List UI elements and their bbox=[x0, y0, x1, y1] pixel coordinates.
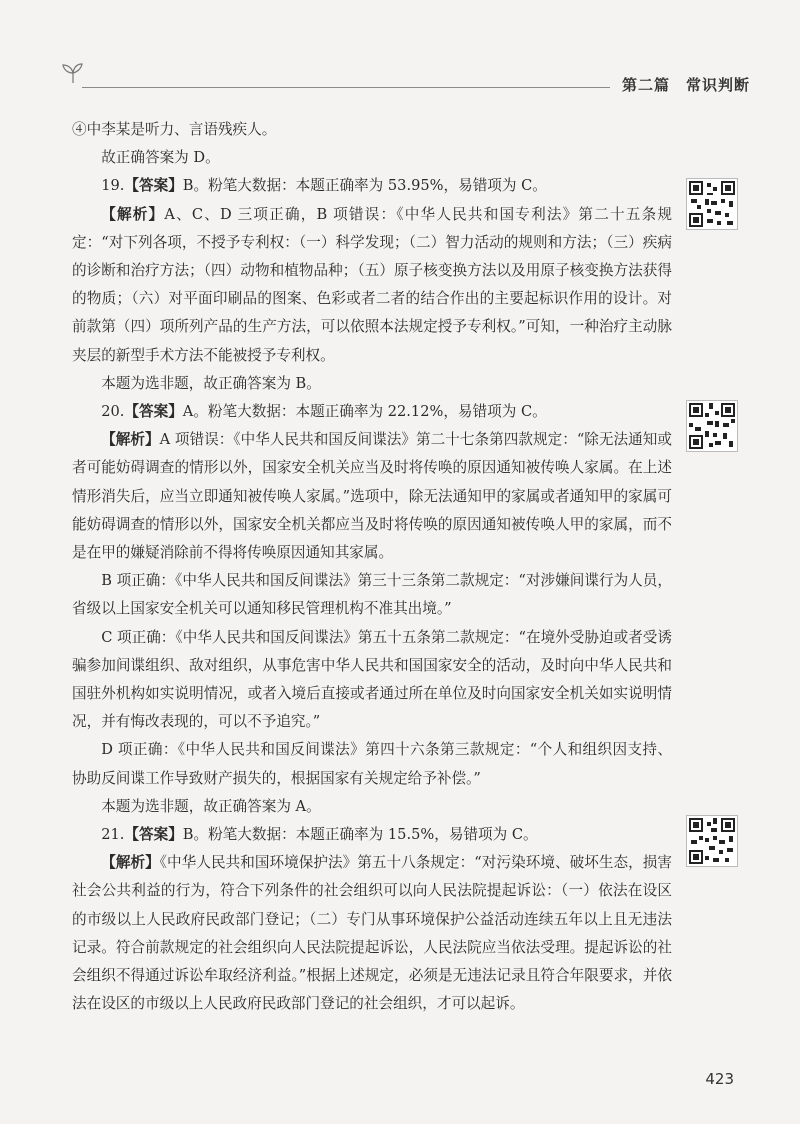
section-title: 第二篇 常识判断 bbox=[621, 76, 750, 94]
analysis-19 bbox=[72, 201, 672, 370]
answer-line-21 bbox=[72, 821, 672, 849]
analysis-21 bbox=[72, 849, 672, 1018]
answer-text: B。粉笔大数据：本题正确率为 15.5%，易错项为 C。 bbox=[182, 826, 538, 844]
paragraph: ④中李某是听力、言语残疾人。 bbox=[72, 121, 277, 138]
analysis-label: 【解析】 bbox=[101, 854, 160, 872]
sprout-icon bbox=[60, 62, 86, 84]
conclusion-20: 本题为选非题，故正确答案为 A。 bbox=[101, 797, 321, 815]
answer-line-20 bbox=[72, 398, 672, 426]
question-number: 20. bbox=[101, 403, 125, 421]
analysis-text: A、C、D 三项正确，B 项错误：《中华人民共和国专利法》第二十五条规定：“对下列各项，不授予专利权：（一）科学发现；（二）智力活动的规则和方法；（三）疾病的诊断和治疗方法；（四）动物和植物品种；（五）原子核变换方法以及用原子核变换方法获得的物质；（六）对平面印刷品的图案、色彩或者二者的结合作出的主要起标识作用的设计。对前款第（四）项所列产品的生产方法，可以依照本法规定授予专利权。”可知，一种治疗主动脉夹层的新型手术方法不能被授予专利权。 bbox=[72, 205, 672, 364]
page-header bbox=[60, 62, 750, 98]
analysis-20 bbox=[72, 426, 672, 567]
analysis-label: 【解析】 bbox=[101, 205, 165, 223]
answer-text: A。粉笔大数据：本题正确率为 22.12%，易错项为 C。 bbox=[182, 403, 547, 421]
paragraph: 故正确答案为 D。 bbox=[101, 149, 220, 167]
qr-code-icon bbox=[686, 178, 738, 230]
answer-label: 【答案】 bbox=[124, 403, 183, 421]
qr-code-icon bbox=[686, 400, 738, 452]
option-c-20: C 项正确：《中华人民共和国反间谍法》第五十五条第二款规定：“在境外受胁迫或者受诱骗参加间谍组织、敌对组织，从事危害中华人民共和国国家安全的活动，及时向中华人民共和国驻外机构如实说明情况，或者入境后直接或者通过所在单位及时向国家安全机关如实说明情况，并有悔改表现的，可以不予追究。” bbox=[72, 628, 672, 731]
answer-line-19 bbox=[72, 172, 672, 200]
qr-code-icon bbox=[686, 815, 738, 867]
answer-label: 【答案】 bbox=[124, 177, 183, 195]
option-d-20: D 项正确：《中华人民共和国反间谍法》第四十六条第三款规定：“个人和组织因支持、协助反间谍工作导致财产损失的，根据国家有关规定给予补偿。” bbox=[72, 741, 672, 787]
option-b-20: B 项正确：《中华人民共和国反间谍法》第三十三条第二款规定：“对涉嫌间谍行为人员，省级以上国家安全机关可以通知移民管理机构不准其出境。” bbox=[72, 572, 672, 618]
answer-text: B。粉笔大数据：本题正确率为 53.95%，易错项为 C。 bbox=[182, 177, 547, 195]
question-number: 19. bbox=[101, 177, 125, 195]
page-number: 423 bbox=[705, 1070, 734, 1088]
analysis-label: 【解析】 bbox=[101, 431, 160, 449]
analysis-text: A 项错误：《中华人民共和国反间谍法》第二十七条第四款规定：“除无法通知或者可能妨碍调查的情形以外，国家安全机关应当及时将传唤的原因通知被传唤人家属。在上述情形消失后，应当立即通知被传唤人家属。”选项中，除无法通知甲的家属或者通知甲的家属可能妨碍调查的情形以外，国家安全机关都应当及时将传唤的原因通知被传唤人甲的家属，而不是在甲的嫌疑消除前不得将传唤原因通知其家属。 bbox=[72, 431, 672, 562]
analysis-text: 《中华人民共和国环境保护法》第五十八条规定：“对污染环境、破坏生态，损害社会公共利益的行为，符合下列条件的社会组织可以向人民法院提起诉讼：（一）依法在设区的市级以上人民政府民政部门登记；（二）专门从事环境保护公益活动连续五年以上且无违法记录。符合前款规定的社会组织向人民法院提起诉讼，人民法院应当依法受理。提起诉讼的社会组织不得通过诉讼牟取经济利益。”根据上述规定，必须是无违法记录且符合年限要求，并依法在设区的市级以上人民政府民政部门登记的社会组织，才可以起诉。 bbox=[72, 854, 672, 1013]
page-content bbox=[72, 116, 672, 1019]
question-number: 21. bbox=[101, 826, 125, 844]
header-rule bbox=[82, 87, 610, 88]
answer-label: 【答案】 bbox=[124, 826, 183, 844]
conclusion-19: 本题为选非题，故正确答案为 B。 bbox=[101, 374, 321, 392]
